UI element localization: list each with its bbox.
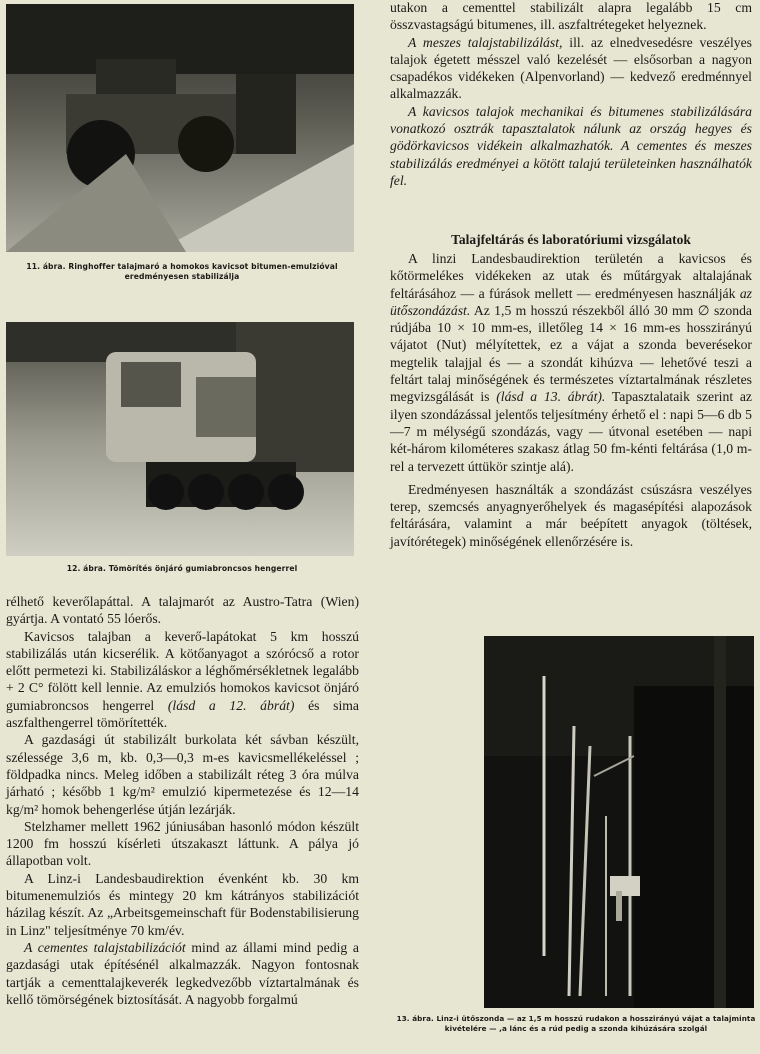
figure-reference: (lásd a 12. ábrát) bbox=[167, 697, 295, 713]
emphasis: A meszes talajstabilizálást, bbox=[408, 34, 563, 50]
figure-11-caption bbox=[8, 262, 356, 282]
emphasis: az ütőszondázást. bbox=[390, 285, 752, 318]
paragraph bbox=[390, 250, 752, 475]
paragraph: rélhető keverőlapáttal. A talajmarót az Austro-Tatra (Wien) gyártja. A vontató 55 lóerős. bbox=[6, 594, 359, 627]
emphasis: A cementes talajstabilizációt bbox=[24, 939, 186, 955]
paragraph: Stelzhamer mellett 1962 júniusában hasonló módon készült 1200 fm hosszú kísérleti útszakaszt láttunk. A pálya jó állapotban volt. bbox=[6, 818, 359, 869]
emphasis: A kavicsos talajok mechanikai és bitumenes stabilizálására vonatkozó osztrák tapasztalatok nálunk az ország hegyes és gödörkavicsos vidékein alkalmazhatók. A cementes és meszes stabilizálás eredményei a kötött talajú területeinken használhatók fel. bbox=[390, 103, 752, 188]
text-run: ill. az elnedvesedésre veszélyes talajok égetett mésszel való kezelését — elsősorban a nagyon csapadékos vidékeken (Alpenvorland) — kedvező eredménnyel alkalmazzák. bbox=[390, 34, 753, 102]
figure-13-photo bbox=[484, 636, 754, 1008]
pneumatic-roller-image bbox=[6, 322, 354, 556]
paragraph: A Linz-i Landesbaudirektion évenként kb. 30 km bitumenemulziós és mintegy 20 km kátrányos stabilizációt házilag készít. Az „Arbeitsgemeinschaft für Bodenstabilisierung in Linz" teljesítménye 70 km/év. bbox=[6, 870, 359, 938]
text-run: Az 1,5 m hosszú részekből álló 30 mm ∅ szonda rúdjába 10 × 10 mm-es, illetőleg 14 × 16 mm-es hosszirányú vájatot (Nut) mélyítettek, ez a vájat a szonda beverésekor megtelik talajjal és — a szondát kihúzva — lehetővé teszi a feltárt talaj minőségének és természetes víztartalmának részletes megvizsgálását is bbox=[390, 302, 752, 405]
figure-12-caption-text: 12. ábra. Tömörítés önjáró gumiabroncsos hengerrel bbox=[66, 564, 298, 573]
probe-rods-image bbox=[484, 636, 754, 1008]
figure-13-caption bbox=[392, 1014, 760, 1033]
figure-12-photo bbox=[6, 322, 354, 556]
paragraph: Eredményesen használták a szondázást csúszásra veszélyes terep, szemcsés anyagnyerőhelyek és magasépítési alapozások feltárására, valamint a már beépített anyagok (töltések, javítórétegek) minőségének ellenőrzésére is. bbox=[390, 481, 752, 549]
figure-13-caption-text: 13. ábra. Linz-i ütőszonda — az 1,5 m hosszú rudakon a hosszirányú vájat a talajminta kivételére — ,a lánc és a rúd pedig a szonda kihúzására szolgál bbox=[396, 1014, 756, 1033]
section-heading: Talajfeltárás és laboratóriumi vizsgálatok bbox=[451, 232, 691, 247]
paragraph: utakon a cementtel stabilizált alapra legalább 15 cm összvastagságú bitumenes, ill. aszfaltrétegeket helyeznek. bbox=[390, 0, 752, 33]
paragraph bbox=[390, 103, 752, 189]
left-column-text bbox=[6, 593, 359, 1008]
right-column-text-top bbox=[390, 0, 752, 189]
text-run: A linzi Landesbaudirektion területén a kavicsos és kőtörmelékes vidékeken az utak és műtárgyak altalajának feltárásához — a fúrások mellett — eredményesen használják bbox=[390, 251, 752, 301]
figure-12-caption bbox=[8, 564, 356, 574]
figure-11-caption-text: 11. ábra. Ringhoffer talajmaró a homokos kavicsot bitumen-emulzióval eredményesen stabilizálja bbox=[26, 262, 338, 281]
paragraph bbox=[6, 628, 359, 732]
paragraph bbox=[390, 34, 752, 103]
tractor-soil-mixer-image bbox=[6, 4, 354, 252]
paragraph: A gazdasági út stabilizált burkolata két sávban készült, szélessége 3,6 m, kb. 0,3—0,3 m-es kavicsmellékeléssel ; földpadka nincs. Meleg időben a stabilizált réteg 3 óra múlva járható ; később 1 kg/m² emulzió kipermetezése és 12—14 kg/m² homok behengerlése útján lezárják. bbox=[6, 732, 359, 817]
figure-reference: (lásd a 13. ábrát). bbox=[496, 389, 606, 405]
text-run: mind az állami mind pedig a gazdasági utak építésénél alkalmazzák. Nagyon fontosnak tartják a cementtalajkeverék legkedvezőbb víztartalmának és kellő tömörségének biztosítását. A nagyobb forgalmú bbox=[6, 939, 359, 1007]
paragraph bbox=[6, 939, 359, 1008]
right-column-text-bottom bbox=[390, 250, 752, 550]
text-run: és sima aszfalthengerrel tömörítették. bbox=[6, 697, 359, 731]
text-run: Kavicsos talajban a keverő-lapátokat 5 km hosszú stabilizálás után kicserélik. A kötőanyagot a szórócső a rotor előtt permetezi ki. Stabilizáláskor a léghőmérsékletnek legalább + 2 C° fölött kell lennie. Az emulziós homokos kavicsot önjáró gumiabroncsos hengerrel bbox=[6, 628, 359, 713]
text-run: Tapasztalataik szerint az ilyen szondázással jelentős teljesítmény érhető el : napi 5—6 db 5—7 m mélységű szondázás, vagy — útvonal esetében — napi két-három kilométeres szakasz átlag 50 fm-kénti feltárása (1,0 m-rel a tervezett úttükör szintje alá). bbox=[390, 389, 753, 474]
figure-11-photo bbox=[6, 4, 354, 252]
